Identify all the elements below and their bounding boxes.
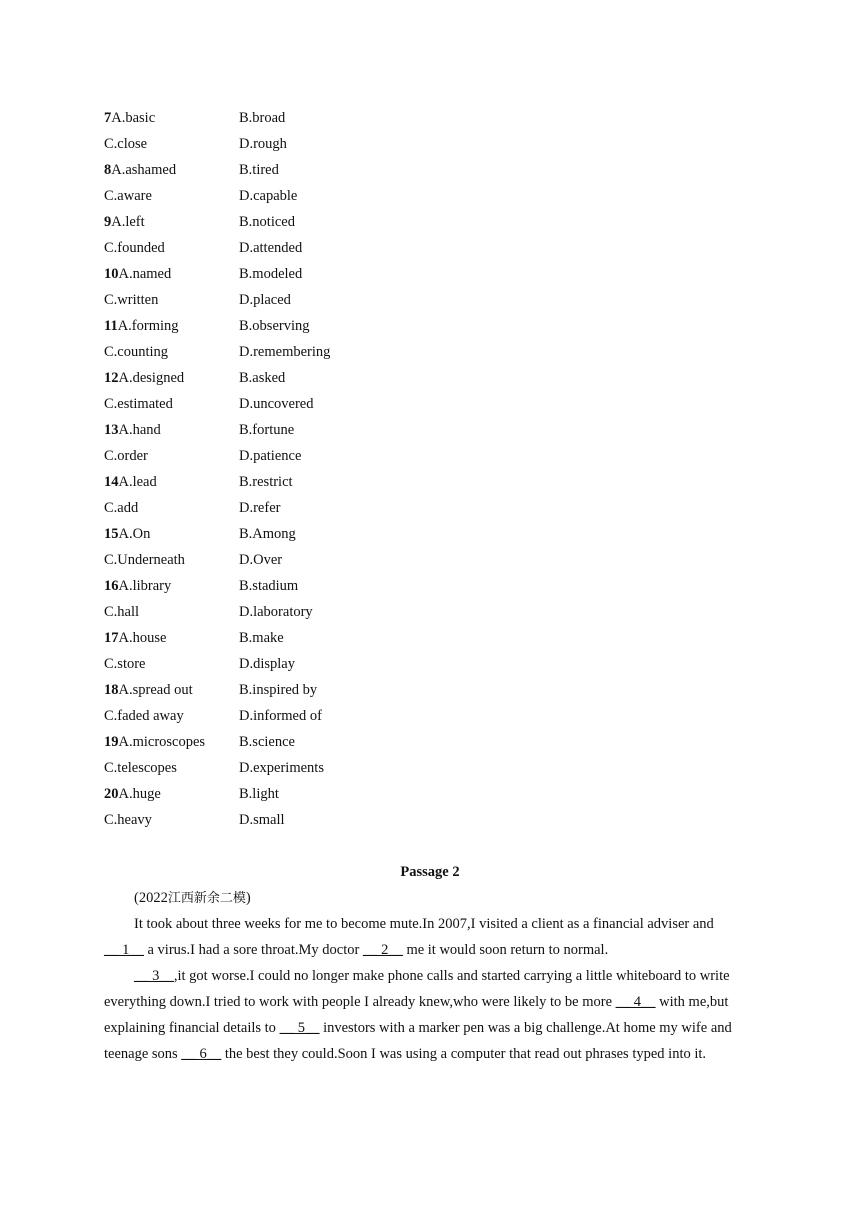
option-d: D.placed <box>239 292 291 308</box>
question-row-ab <box>104 108 504 134</box>
paragraph-text: a virus.I had a sore throat.My doctor <box>143 942 363 958</box>
passage-paragraph-1 <box>104 911 756 963</box>
option-a-text: A.huge <box>118 786 161 802</box>
option-b: B.inspired by <box>239 682 318 698</box>
question-row-cd <box>104 810 504 836</box>
question-row-cd <box>104 550 504 576</box>
option-a-text: A.spread out <box>118 682 193 698</box>
question-row-ab <box>104 628 504 654</box>
option-d: D.capable <box>239 188 298 204</box>
option-a-text: A.forming <box>117 318 179 334</box>
option-c: C.order <box>104 448 148 464</box>
option-a <box>104 160 239 186</box>
option-c: C.Underneath <box>104 552 185 568</box>
question-row-cd <box>104 654 504 680</box>
question-number: 16 <box>104 578 119 594</box>
question-row-ab <box>104 212 504 238</box>
option-a-text: A.hand <box>118 422 161 438</box>
question-number: 13 <box>104 422 119 438</box>
question-number: 20 <box>104 786 119 802</box>
option-b: B.fortune <box>239 422 295 438</box>
question-row-ab <box>104 784 504 810</box>
option-b: B.modeled <box>239 266 303 282</box>
option-a <box>104 212 239 238</box>
option-a-text: A.house <box>118 630 167 646</box>
option-d: D.Over <box>239 552 283 568</box>
option-d: D.display <box>239 656 295 672</box>
question-number: 18 <box>104 682 119 698</box>
question-row-ab <box>104 524 504 550</box>
option-b: B.light <box>239 786 279 802</box>
option-a-text: A.named <box>118 266 172 282</box>
option-c: C.store <box>104 656 146 672</box>
blank-5: __ 5__ <box>279 1020 320 1036</box>
paragraph-text: with me,but explaining financial details to <box>104 994 729 1036</box>
question-row-ab <box>104 368 504 394</box>
option-d: D.refer <box>239 500 281 516</box>
option-d: D.experiments <box>239 760 324 776</box>
question-number: 10 <box>104 266 119 282</box>
option-c: C.counting <box>104 344 169 360</box>
question-row-cd <box>104 706 504 732</box>
option-c: C.hall <box>104 604 140 620</box>
paragraph-text: ,it got worse.I could no longer make phone calls and started carrying a little whiteboard to write everything down.I tried to work with people I already knew,who were likely to be more <box>104 968 730 1010</box>
question-row-ab <box>104 160 504 186</box>
blank-1: __ 1__ <box>104 942 144 958</box>
question-number: 19 <box>104 734 119 750</box>
option-a <box>104 420 239 446</box>
option-b: B.stadium <box>239 578 299 594</box>
option-a-text: A.left <box>111 214 145 230</box>
question-row-cd <box>104 186 504 212</box>
question-row-cd <box>104 290 504 316</box>
option-a <box>104 264 239 290</box>
option-b: B.science <box>239 734 295 750</box>
question-row-ab <box>104 264 504 290</box>
option-a-text: A.library <box>118 578 172 594</box>
question-row-cd <box>104 758 504 784</box>
question-options-list <box>104 108 504 836</box>
question-number: 14 <box>104 474 119 490</box>
option-a <box>104 316 239 342</box>
option-b: B.tired <box>239 162 279 178</box>
paragraph-text: It took about three weeks for me to become mute.In 2007,I visited a client as a financial adviser and <box>134 916 714 932</box>
option-a-text: A.designed <box>118 370 185 386</box>
question-row-ab <box>104 576 504 602</box>
option-a-text: A.ashamed <box>111 162 177 178</box>
option-c: C.heavy <box>104 812 152 828</box>
paragraph-text: the best they could.Soon I was using a computer that read out phrases typed into it. <box>221 1046 707 1062</box>
option-c: C.estimated <box>104 396 173 412</box>
source-close: ) <box>245 890 251 906</box>
option-d: D.small <box>239 812 285 828</box>
option-a <box>104 628 239 654</box>
option-b: B.observing <box>239 318 310 334</box>
option-a <box>104 472 239 498</box>
option-c: C.faded away <box>104 708 184 724</box>
question-row-ab <box>104 680 504 706</box>
passage-source <box>134 888 251 909</box>
paragraph-text: investors with a marker pen was a big challenge.At home my wife and teenage sons <box>104 1020 732 1062</box>
option-d: D.remembering <box>239 344 331 360</box>
option-a <box>104 680 239 706</box>
option-a-text: A.microscopes <box>118 734 206 750</box>
question-row-cd <box>104 446 504 472</box>
question-number: 9 <box>104 214 112 230</box>
passage-paragraph-2 <box>104 963 756 1067</box>
option-a <box>104 576 239 602</box>
passage-title: Passage 2 <box>400 864 460 880</box>
option-d: D.attended <box>239 240 303 256</box>
question-number: 11 <box>104 318 118 334</box>
question-number: 15 <box>104 526 119 542</box>
source-chinese: 江西新余二模 <box>167 891 246 906</box>
question-row-ab <box>104 472 504 498</box>
option-d: D.laboratory <box>239 604 313 620</box>
option-a <box>104 368 239 394</box>
option-a <box>104 524 239 550</box>
option-a <box>104 108 239 134</box>
option-b: B.broad <box>239 110 286 126</box>
question-row-ab <box>104 420 504 446</box>
question-row-cd <box>104 394 504 420</box>
option-c: C.aware <box>104 188 152 204</box>
source-open: (2022 <box>134 890 168 906</box>
question-row-cd <box>104 498 504 524</box>
option-a-text: A.basic <box>111 110 156 126</box>
question-row-ab <box>104 316 504 342</box>
question-number: 8 <box>104 162 112 178</box>
option-b: B.restrict <box>239 474 293 490</box>
option-c: C.founded <box>104 240 165 256</box>
blank-2: __ 2__ <box>362 942 403 958</box>
question-row-cd <box>104 238 504 264</box>
question-number: 12 <box>104 370 119 386</box>
option-d: D.rough <box>239 136 287 152</box>
question-number: 17 <box>104 630 119 646</box>
option-b: B.make <box>239 630 284 646</box>
option-d: D.uncovered <box>239 396 314 412</box>
question-row-cd <box>104 342 504 368</box>
option-b: B.asked <box>239 370 286 386</box>
blank-6: __ 6__ <box>181 1046 222 1062</box>
question-number: 7 <box>104 110 112 126</box>
option-b: B.Among <box>239 526 296 542</box>
blank-4: __ 4__ <box>615 994 656 1010</box>
question-row-ab <box>104 732 504 758</box>
option-a <box>104 732 239 758</box>
option-a <box>104 784 239 810</box>
option-b: B.noticed <box>239 214 295 230</box>
option-a-text: A.On <box>118 526 151 542</box>
option-a-text: A.lead <box>118 474 157 490</box>
option-c: C.close <box>104 136 148 152</box>
option-d: D.informed of <box>239 708 322 724</box>
question-row-cd <box>104 602 504 628</box>
option-c: C.add <box>104 500 139 516</box>
option-c: C.written <box>104 292 159 308</box>
option-c: C.telescopes <box>104 760 177 776</box>
paragraph-text: me it would soon return to normal. <box>402 942 609 958</box>
question-row-cd <box>104 134 504 160</box>
blank-3: __ 3__ <box>134 968 174 984</box>
option-d: D.patience <box>239 448 302 464</box>
